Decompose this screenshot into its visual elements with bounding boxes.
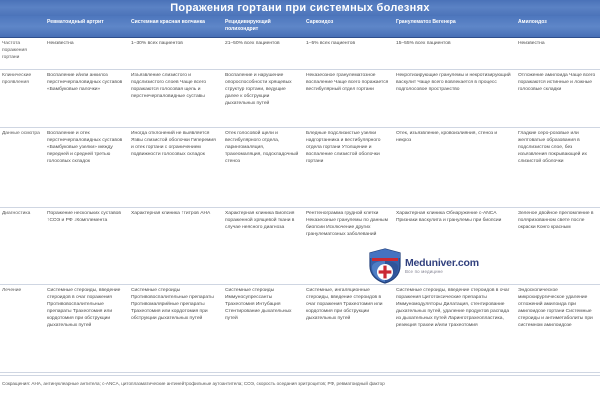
watermark-tagline: Все по медицине [405, 268, 444, 274]
abbreviations-footnote: Сокращения: АНА, антинуклеарные антитела; с-ANCA, цитоплазматические антинейтрофильные аутоантитела; СОЭ, скорость оседания эритроцитов; РФ, ревматоидный фактор [0, 375, 600, 387]
cell-diagnostics-sarcoid: Рентгенограмма грудной клетки Неказеозные гранулемы по данным биопсии Исключение других гранулематозных заболеваний [306, 211, 388, 237]
column-header-amyloidosis: Амилоидоз [518, 19, 547, 25]
column-header-blank [0, 16, 45, 37]
cell-frequency-ra: Неизвестна [47, 41, 74, 46]
watermark-site-name: Meduniver.com [405, 256, 479, 269]
cell-frequency-sle: 1–30% всех пациентов [131, 41, 183, 46]
cell-examination-rp: Отек голосовой щели и вестибулярного отдела, ларингомаляция, трахеомаляция, подскладочный стеноз [225, 131, 299, 164]
table-row [0, 38, 600, 70]
cell-treatment-amyloid: Эндоскопическое микрохирургическое удаление отложений амилоида при амилоидозе гортани Системные стероиды и антиметаболиты при системном амилоидозе [518, 288, 593, 328]
cell-clinical-rp: Воспаление и нарушение опороспособности хрящевых структур гортани, ведущие далее к обструкции дыхательных путей [225, 73, 292, 106]
cell-treatment-wegener: Системные стероиды, введение стероидов в очаг поражения Цитотоксические препараты Иммуномодуляторы Дилатация, стентирование дыхательных путей, удаление продуктов распада из дыхательных путей Ларинготрахеопластика, резекция трахеи и/или трахеотомия [396, 288, 510, 328]
table-title-bar [0, 0, 600, 16]
column-header-lupus: Системная красная волчанка [131, 19, 205, 25]
table-row [0, 70, 600, 128]
cell-examination-amyloid: Гладкие серо-розовые или желтоватые образования в подслизистом слое, без изъязвления покрывающей их слизистой оболочки [518, 131, 587, 164]
cell-examination-wegener: Отек, изъязвление, кровоизлияния, стеноз и некроз [396, 131, 498, 143]
cell-treatment-rp: Системные стероиды Иммуносупрессанты Трахеотомия Интубация Стентирование дыхательных путей [225, 288, 292, 321]
row-label-treatment: Лечение [2, 288, 22, 293]
cell-treatment-ra: Системные стероиды, введение стероидов в очаг поражения Противовоспалительные препараты Трахеотомия или кордотомия при обструкции дыхательных путей [47, 288, 121, 328]
page-title: Поражения гортани при системных болезнях [170, 1, 430, 14]
cell-examination-ra: Воспаление и отек перстнечерпаловидных суставов «Бамбуковые узелки» между передней и средней третью голосовых складок [47, 131, 123, 164]
cell-frequency-sarcoid: 1–5% всех пациентов [306, 41, 356, 46]
table-row [0, 208, 600, 285]
cell-clinical-sarcoid: Неказеозное гранулематозное воспаление Чаще всего поражается вестибулярный отдел гортани [306, 73, 389, 92]
cell-clinical-sle: Изъязвление слизистого и подслизистого слоев Чаще всего поражаются голосовая щель и перстнечерпаловидные суставы [131, 73, 207, 99]
cell-frequency-amyloid: Неизвестна [518, 41, 545, 46]
cell-clinical-wegener: Некротизирующие гранулемы и некротизирующий васкулит Чаще всего вовлекается в процесс подголосовое пространство [396, 73, 511, 92]
row-label-clinical: Клинические проявления [2, 73, 32, 85]
cell-frequency-wegener: 15–55% всех пациентов [396, 41, 451, 46]
cell-diagnostics-sle: Характерная клиника ↑титров АНА [131, 211, 211, 216]
column-header-wegener-granulomatosis: Гранулематоз Вегенера [396, 19, 456, 25]
cell-diagnostics-rp: Характерная клиника Биопсия пораженной хрящевой ткани в случае неясного диагноза [225, 211, 295, 230]
column-header-relapsing-polychondritis: Рецидивирующий полихондрит [225, 19, 271, 32]
column-header-rheumatoid-arthritis: Ревматоидный артрит [47, 19, 104, 25]
table-header-row [0, 16, 600, 38]
cell-diagnostics-amyloid: Зеленое двойное преломление в поляризованном свете после окраски Конго красным [518, 211, 594, 230]
cell-treatment-sarcoid: Системные, ингаляционные стероиды, введение стероидов в очаг поражения Трахеотомия или кордотомия при обструкции дыхательных путей [306, 288, 383, 321]
cell-treatment-sle: Системные стероиды Противовоспалительные препараты Противомалярийные препараты Трахеотомия или кордотомия при обструкции дыхательных путей [131, 288, 214, 321]
cell-clinical-ra: Воспаление и/или анкилоз перстнечерпаловидных суставов «Бамбуковые палочки» [47, 73, 123, 92]
cell-clinical-amyloid: Отложение амилоида Чаще всего поражаются истинные и ложные голосовые складки [518, 73, 596, 92]
cell-examination-sarcoid: Бледные подслизистые узелки надгортанника и вестибулярного отдела гортани Утолщение и воспаление слизистой оболочки гортани [306, 131, 381, 164]
cell-diagnostics-wegener: Характерная клиника Обнаружение с-ANCA Признаки васкулита и гранулемы при биопсии [396, 211, 502, 223]
table-row [0, 285, 600, 373]
row-label-diagnostics: Диагностика [2, 211, 31, 216]
row-label-frequency: Частота поражения гортани [2, 41, 27, 60]
column-header-sarcoidosis: Саркоидоз [306, 19, 334, 25]
row-label-examination: Данные осмотра [2, 131, 40, 136]
table-row [0, 128, 600, 208]
cell-examination-sle: Иногда отклонений не выявляется Язвы слизистой оболочки Гиперемия и отек гортани с ограничением подвижности голосовых складок [131, 131, 216, 157]
cell-frequency-rp: 21–50% всех пациентов [225, 41, 280, 46]
cell-diagnostics-ra: Поражение нескольких суставов ↑СОЭ и РФ ↓Комплемента [47, 211, 121, 223]
